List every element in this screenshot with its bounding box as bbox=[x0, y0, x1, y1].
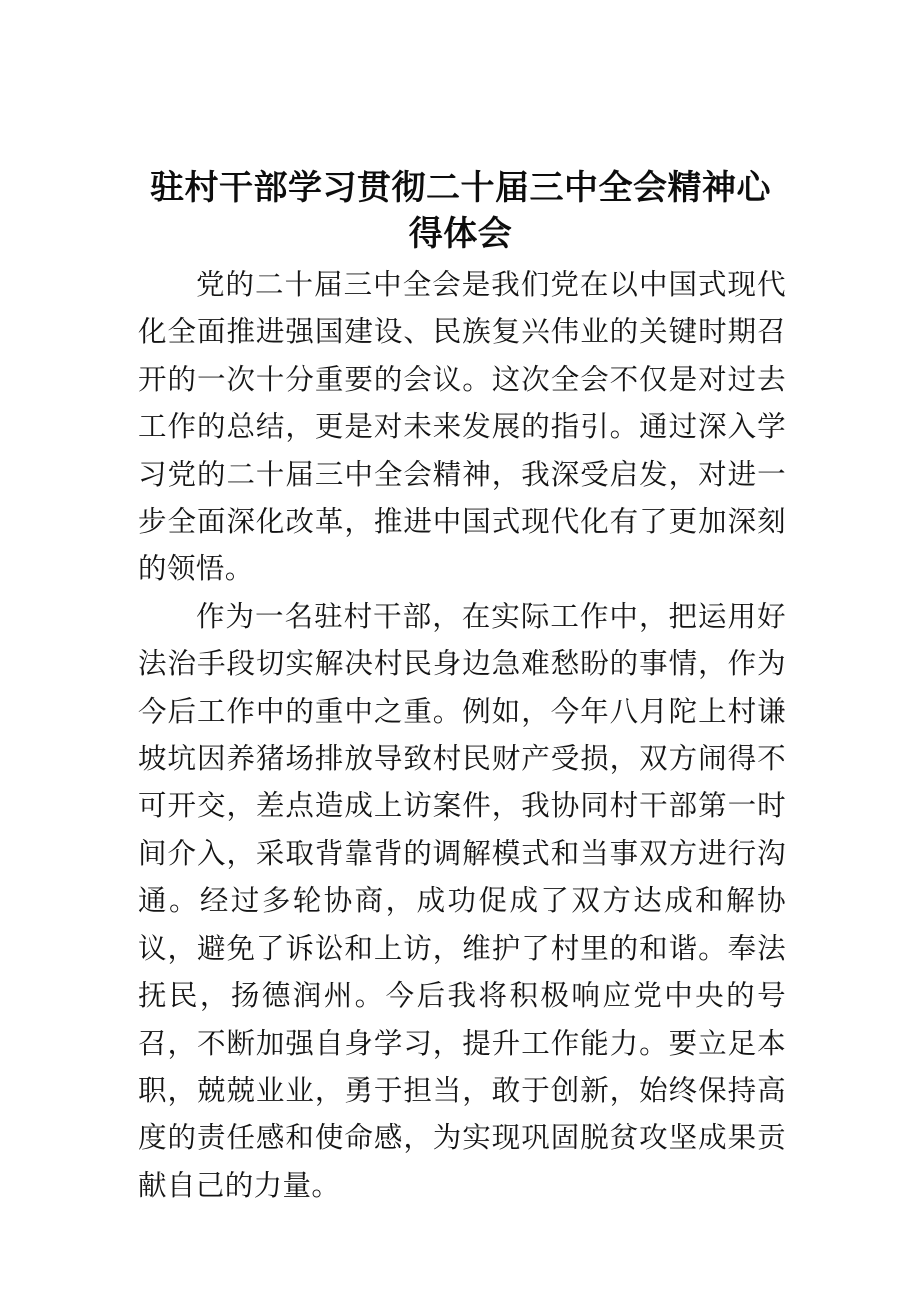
document-body bbox=[138, 262, 786, 1210]
body-paragraph-1: 党的二十届三中全会是我们党在以中国式现代化全面推进强国建设、民族复兴伟业的关键时期召开的一次十分重要的会议。这次全会不仅是对过去工作的总结，更是对未来发展的指引。通过深入学习党的二十届三中全会精神，我深受启发，对进一步全面深化改革，推进中国式现代化有了更加深刻的领悟。 bbox=[138, 270, 786, 586]
page-title: 驻村干部学习贯彻二十届三中全会精神心得体会 bbox=[150, 167, 771, 254]
body-paragraph-2: 作为一名驻村干部，在实际工作中，把运用好法治手段切实解决村民身边急难愁盼的事情，作为今后工作中的重中之重。例如，今年八月陀上村谦坡坑因养猪场排放导致村民财产受损，双方闹得不可开交，差点造成上访案件，我协同村干部第一时间介入，采取背靠背的调解模式和当事双方进行沟通。经过多轮协商，成功促成了双方达成和解协议，避免了诉讼和上访，维护了村里的和谐。奉法抚民，扬德润州。今后我将积极响应党中央的号召，不断加强自身学习，提升工作能力。要立足本职，兢兢业业，勇于担当，敢于创新，始终保持高度的责任感和使命感，为实现巩固脱贫攻坚成果贡献自己的力量。 bbox=[138, 601, 786, 1202]
